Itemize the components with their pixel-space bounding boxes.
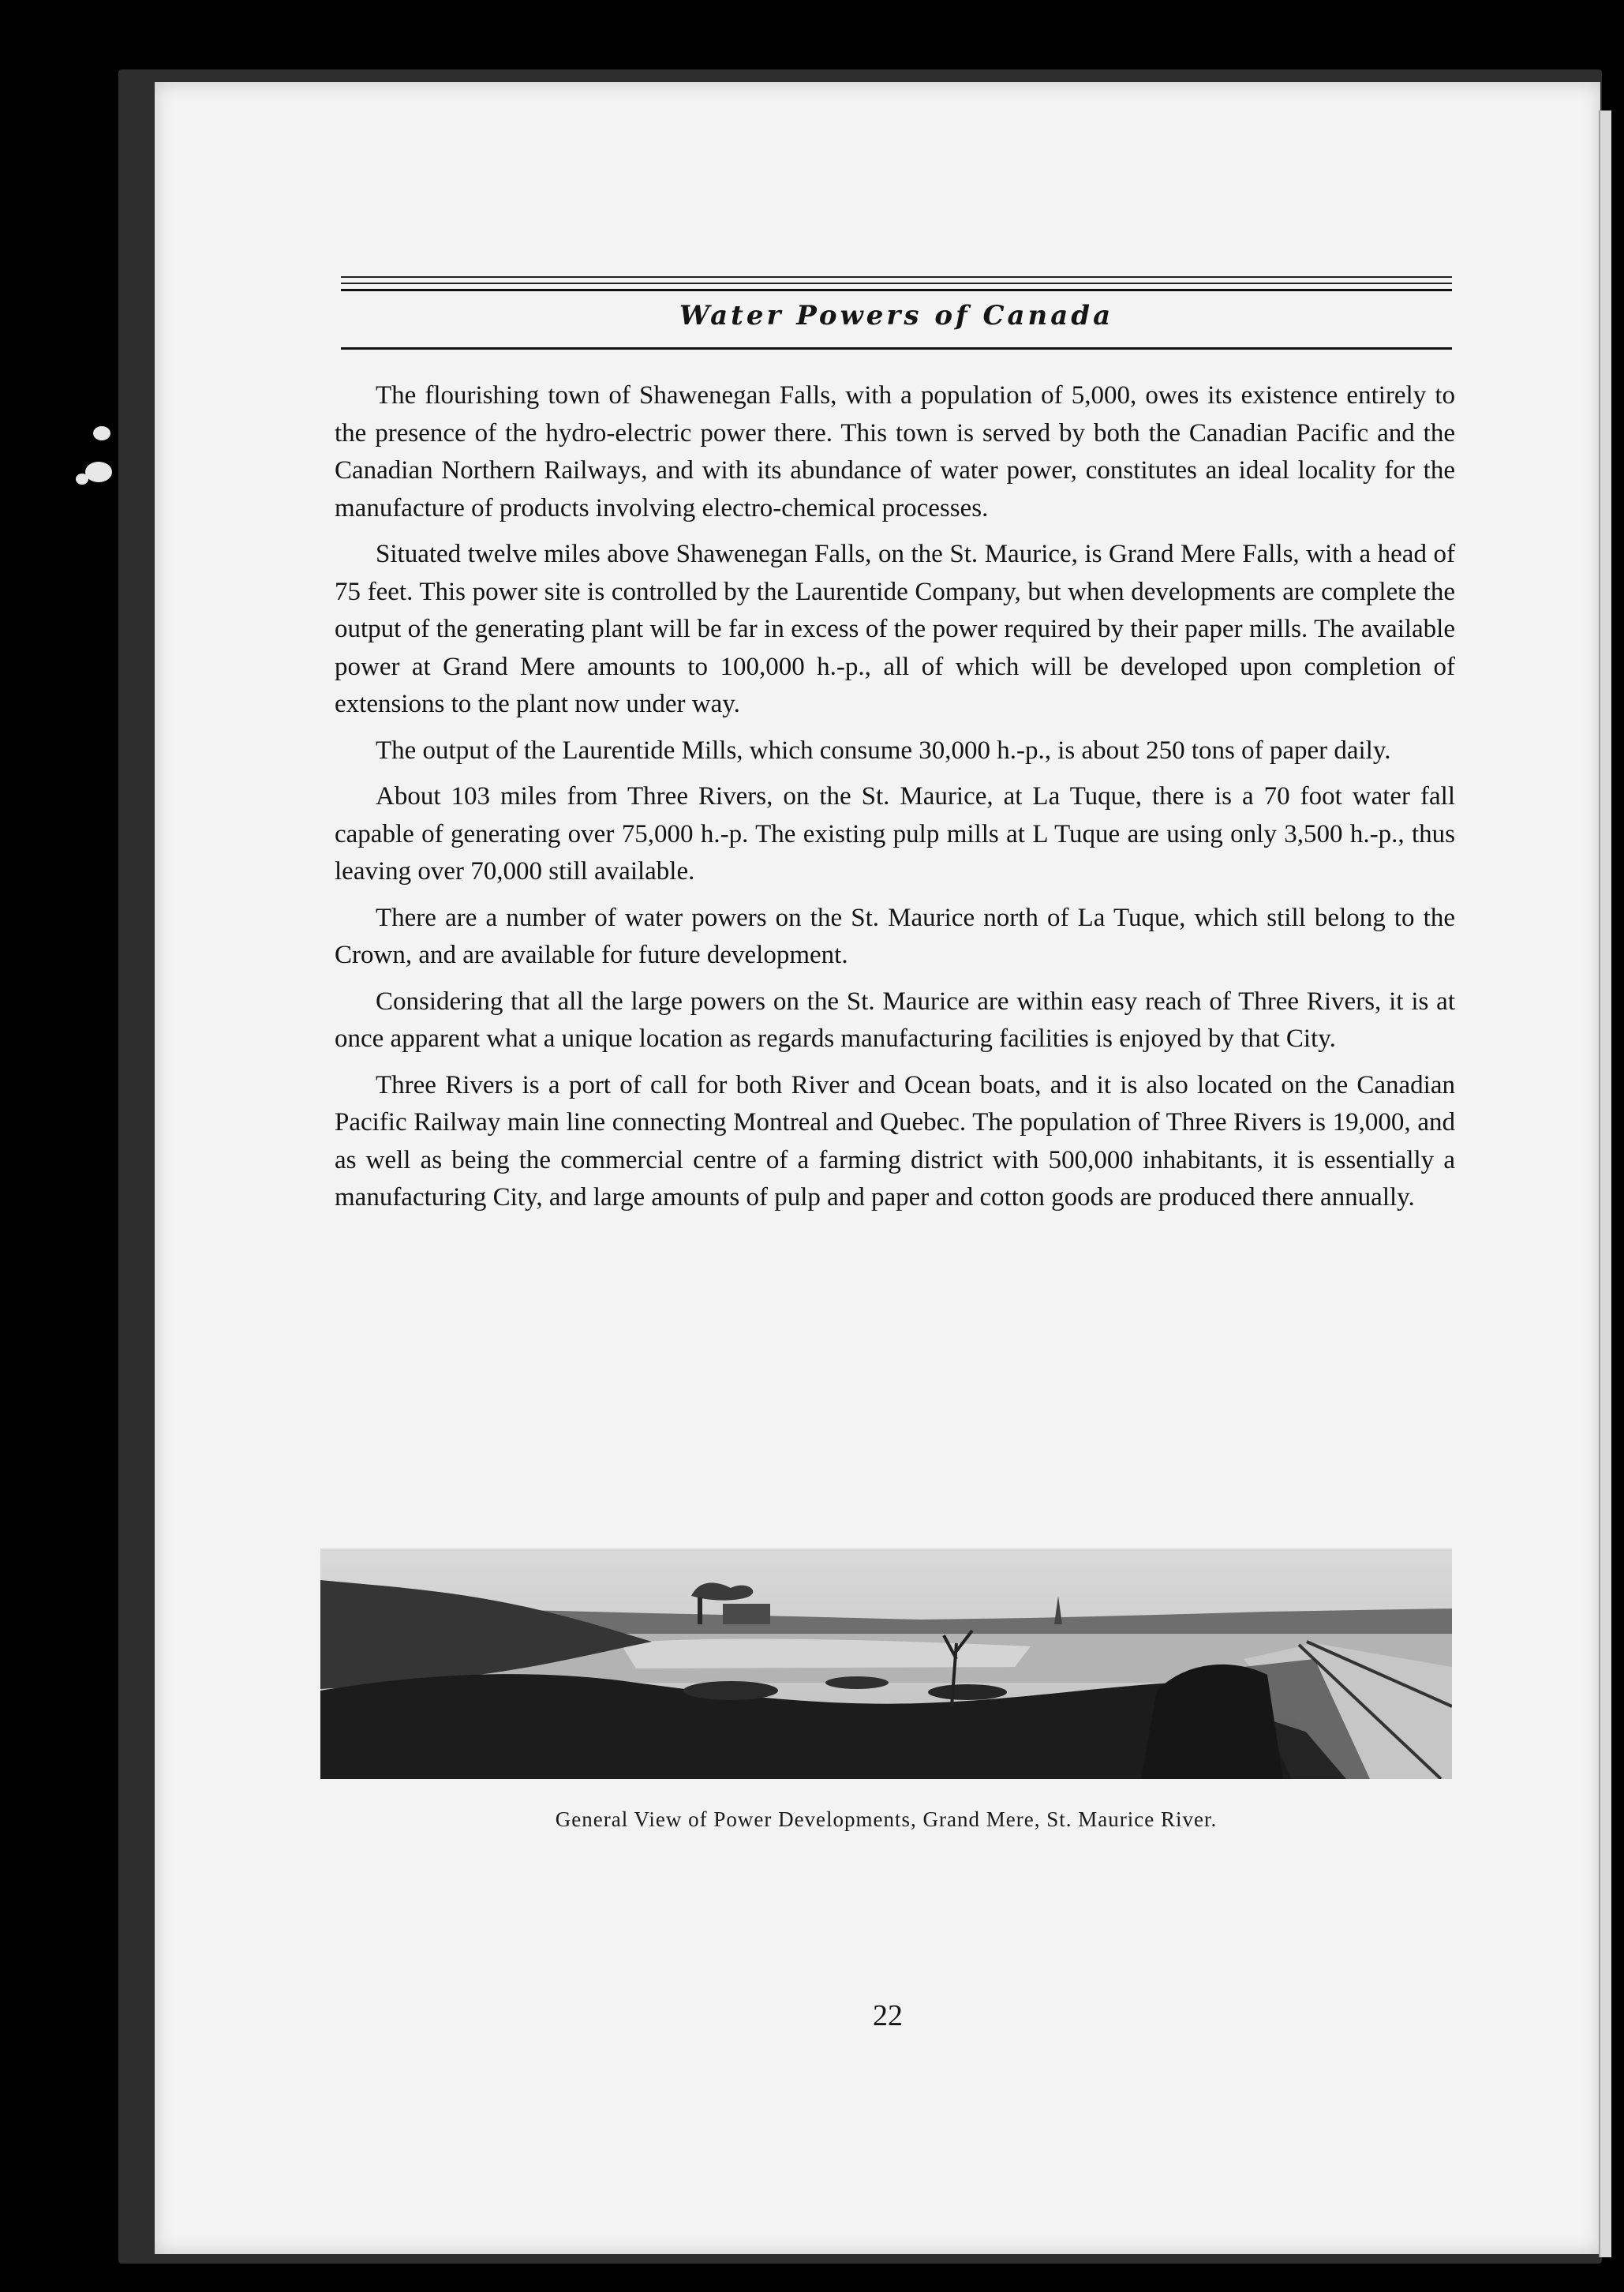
paragraph: Situated twelve miles above Shawenegan Falls, on the St. Maurice, is Grand Mere Falls, with a head of 75 feet. This power site is controlled by the Laurentide Company, but when developments are complete the output of the generating plant will be far in excess of the power required by their paper mills. The available power at Grand Mere amounts to 100,000 h.-p., all of which will be developed upon completion of extensions to the plant now under way. (335, 540, 1455, 718)
dust-speck (93, 426, 110, 440)
photo-caption: General View of Power Developments, Grand Mere, St. Maurice River. (555, 1807, 1218, 1831)
header-rule (341, 283, 1452, 284)
paragraph: The flourishing town of Shawenegan Falls, with a population of 5,000, owes its existence entirely to the presence of the hydro-electric power there. This town is served by both the Canadian Pacific and the Canadian Northern Railways, and with its abundance of water power, constitutes an ideal locality for the manufacture of products involving electro-chemical processes. (335, 381, 1455, 522)
header-rule (341, 289, 1452, 291)
paragraph: About 103 miles from Three Rivers, on the St. Maurice, at La Tuque, there is a 70 foot water fall capable of generating over 75,000 h.-p. The existing pulp mills at L Tuque are using only 3,500 h.-p., thus leaving over 70,000 still available. (335, 782, 1455, 886)
paragraph: Three Rivers is a port of call for both River and Ocean boats, and it is also located on the Canadian Pacific Railway main line connecting Montreal and Quebec. The population of Three Rivers is 19,000, and as well as being the commercial centre of a farming district with 500,000 inhabitants, it is essentially a manufacturing City, and large amounts of pulp and paper and cotton goods are produced there annually. (335, 1070, 1455, 1212)
panorama-photo-image (320, 1549, 1452, 1779)
body-text (335, 377, 1455, 1226)
page-number: 22 (873, 1999, 903, 2032)
page-edge (1599, 110, 1611, 2257)
paragraph: The output of the Laurentide Mills, which consume 30,000 h.-p., is about 250 tons of paper daily. (376, 736, 1391, 765)
running-head: Water Powers of Canada (679, 300, 1114, 331)
panorama-photo (320, 1549, 1452, 1779)
dust-speck (85, 462, 112, 482)
dust-speck (76, 474, 88, 485)
header-rule (341, 347, 1452, 350)
paragraph: Considering that all the large powers on the St. Maurice are within easy reach of Three Rivers, it is at once apparent what a unique location as regards manufacturing facilities is enjoyed by that City. (335, 987, 1455, 1053)
paragraph: There are a number of water powers on the St. Maurice north of La Tuque, which still belong to the Crown, and are available for future development. (335, 903, 1455, 969)
header-rule (341, 276, 1452, 278)
